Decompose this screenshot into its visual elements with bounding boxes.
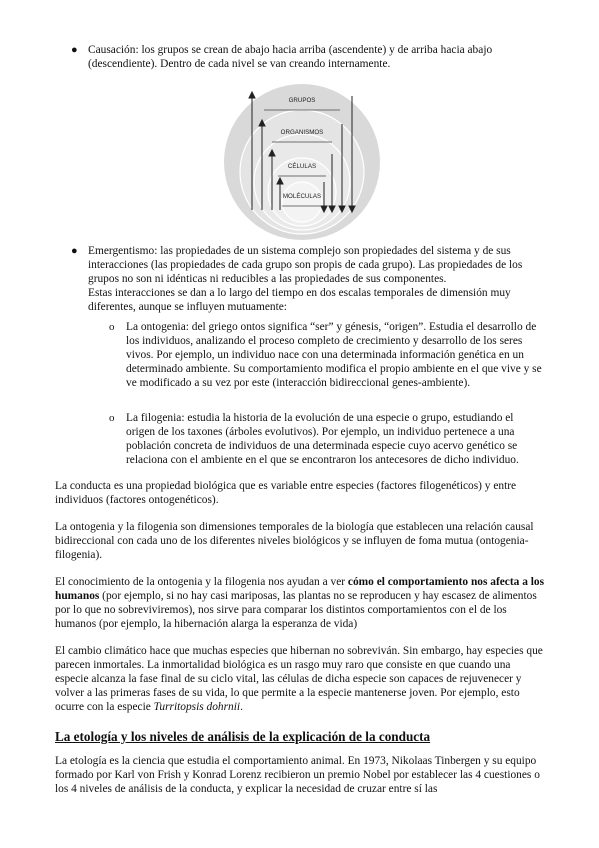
paragraph-etologia: La etología es la ciencia que estudia el comportamiento animal. En 1973, Nikolaas Tinbergen y su equipo formado por Karl von Frish y Konrad Lorenz recibieron un premio Nobel por establecer las 4 cuestiones o los 4 niveles de análisis de la conducta, y explicar la necesidad de cruzar entre sí las [55,755,540,795]
level-label-molecules: MOLÉCULAS [282,193,322,200]
sub-bullet-marker: o [109,412,115,424]
paragraph-text: El conocimiento de la ontogenia y la filogenia nos ayudan a ver [55,576,348,588]
paragraph-text: . [240,701,243,713]
paragraph-text: (por ejemplo, si no hay casi mariposas, las plantas no se reproducen y hay escasez de alimentos por lo que no sobreviviremos), nos sirve para comparar los distintos comportamientos con el de los humanos (por ejemplo, la hibernación alarga la esperanza de vida) [55,590,537,630]
paragraph-text: El cambio climático hace que muchas especies que hibernan no sobreviván. Sin embargo, hay especies que parecen inmortales. La inmortalidad biológica es un rasgo muy raro que consiste en que cuando una especie alcanza la fase final de su ciclo vital, las células de dicha especie son capaces de rejuvenecer y volver a las primeras fases de su vida, lo que permite a la especie mantenerse joven. Por ejemplo, esto ocurre con la especie [55,645,543,713]
paragraph-conocimiento [55,575,545,631]
sub-bullet-filogenia: La filogenia: estudia la historia de la evolución de una especie o grupo, estudiando el origen de los taxones (árboles evolutivos). Por ejemplo, un individuo pertenece a una población concreta de individuos de una determinada especie cuyo acervo genético se relaciona con el ambiente en el que se encontraron los antecesores de dicho individuo. [126,412,519,466]
paragraph-cambio-climatico [55,644,545,714]
sub-bullet-marker: o [109,321,115,333]
paragraph-conducta: La conducta es una propiedad biológica que es variable entre especies (factores filogenéticos) y entre individuos (factores ontogenéticos). [55,480,517,506]
bullet-dot: ● [71,44,78,56]
level-label-groups: GRUPOS [288,97,316,104]
bullet-emergentismo-text: Emergentismo: las propiedades de un sistema complejo son propiedades del sistema y de sus interacciones (las propiedades de cada grupo son propis de cada grupo). Las propiedades de los grupos no son ni idénticas ni reducibles a las propiedades de sus componentes. [88,245,523,285]
bullet-causacion: Causación: los grupos se crean de abajo hacia arriba (ascendente) y de arriba hacia abajo (descendiente). Dentro de cada nivel se van creando internamente. [88,44,493,70]
level-label-cells: CÉLULAS [287,163,317,170]
sub-bullet-ontogenia: La ontogenia: del griego ontos significa “ser” y génesis, “origen”. Estudia el desarrollo de los individuos, analizando el proceso completo de crecimiento y desarrollo de los seres vivos. Por ejemplo, un individuo nace con una determinada información genética en un determinado ambiente. Su comportamiento modifica el propio ambiente en el que vive y se ve modificado a su vez por este (interacción bidireccional genes-ambiente). [126,321,542,389]
levels-diagram [222,82,382,242]
paragraph-emphasis: cómo el comportamiento nos afecta a los humanos [55,576,545,602]
bullet-emergentismo-text2: Estas interacciones se dan a lo largo del tiempo en dos escalas temporales de dimensión muy diferentes, aunque se influyen mutuamente: [88,287,511,313]
level-label-organisms: ORGANISMOS [280,129,324,136]
paragraph-ontogenia-filogenia: La ontogenia y la filogenia son dimensiones temporales de la biología que establecen una relación causal bidireccional con cada uno de los diferentes niveles biológicos y se influyen de foma mutua (ontogenia-filogenia). [55,521,534,561]
species-name: Turritopsis dohrnii [153,701,241,713]
bullet-dot: ● [71,245,78,257]
bullet-emergentismo [88,244,550,314]
section-heading: La etología y los niveles de análisis de la explicación de la conducta [55,729,431,744]
ring-molecules [282,182,322,222]
